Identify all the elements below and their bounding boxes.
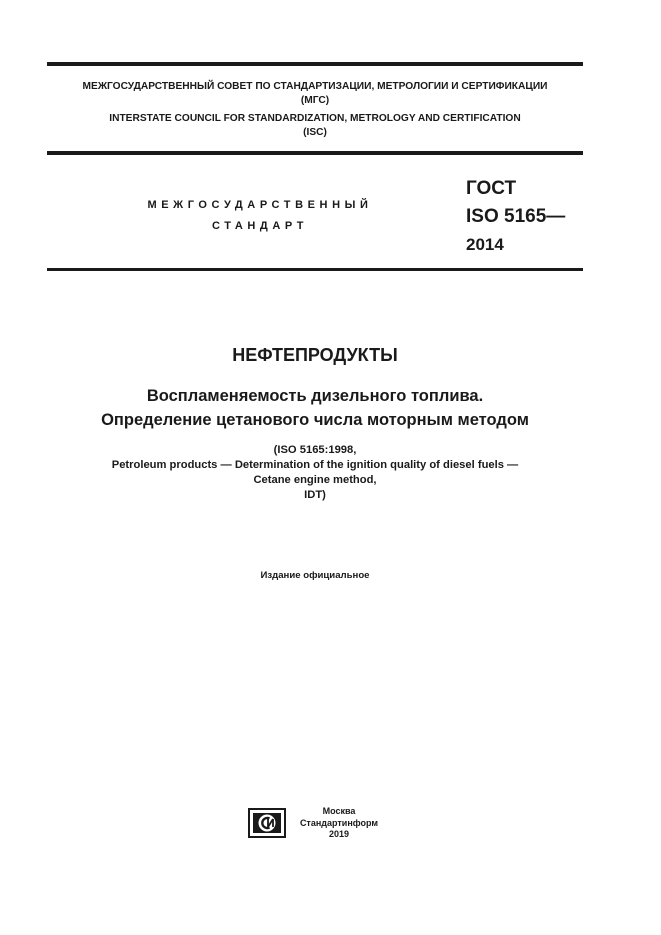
top-rule [47, 62, 583, 66]
iso-reference-line4: IDT) [304, 489, 326, 501]
standard-kind [110, 195, 410, 237]
council-abbr-ru: (МГС) [300, 95, 330, 106]
designation-gost: ГОСТ [466, 178, 517, 199]
header-bottom-rule [47, 268, 583, 271]
council-abbr-en: (ISC) [303, 127, 327, 138]
iso-reference [47, 443, 583, 503]
iso-reference-line2: Petroleum products — Determination of the ignition quality of diesel fuels — [111, 459, 519, 471]
edition-note: Издание официальное [260, 570, 370, 581]
imprint-publisher: Стандартинформ [299, 817, 379, 828]
council-name-en-line: INTERSTATE COUNCIL FOR STANDARDIZATION, METROLOGY AND CERTIFICATION [109, 113, 521, 124]
middle-rule [47, 151, 583, 155]
iso-reference-line3: Cetane engine method, [253, 474, 377, 486]
subtitle-line1: Воспламеняемость дизельного топлива. [146, 387, 484, 405]
imprint-year: 2019 [328, 829, 350, 839]
subtitle-line2: Определение цетанового числа моторным методом [101, 411, 529, 429]
designation-number: ISO 5165— [466, 206, 566, 227]
standard-designation [466, 175, 565, 259]
council-name-ru-line: МЕЖГОСУДАРСТВЕННЫЙ СОВЕТ ПО СТАНДАРТИЗАЦИИ, МЕТРОЛОГИИ И СЕРТИФИКАЦИИ [82, 81, 548, 92]
iso-reference-line1: (ISO 5165:1998, [273, 444, 357, 456]
standard-kind-line2: СТАНДАРТ [211, 220, 309, 232]
document-title: НЕФТЕПРОДУКТЫ [232, 345, 398, 365]
document-subtitle [47, 384, 583, 432]
imprint-city: Москва [322, 806, 356, 816]
imprint [296, 806, 382, 841]
designation-year: 2014 [466, 235, 504, 254]
council-name-ru [47, 80, 583, 108]
council-name-en [47, 112, 583, 140]
standartinform-logo-icon [248, 808, 286, 838]
standard-kind-line1: МЕЖГОСУДАРСТВЕННЫЙ [147, 199, 373, 211]
